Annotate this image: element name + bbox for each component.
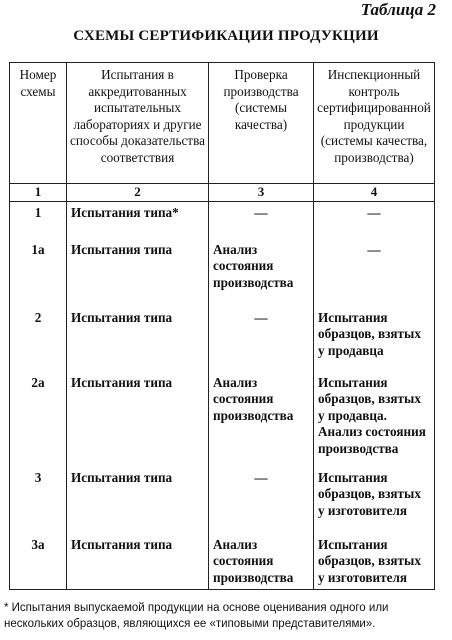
page-title: СХЕМЫ СЕРТИФИКАЦИИ ПРОДУКЦИИ bbox=[73, 28, 379, 44]
scheme-number: 3а bbox=[10, 534, 67, 590]
column-number: 4 bbox=[314, 184, 435, 202]
header-scheme-number: Номер схемы bbox=[10, 63, 67, 184]
lab-tests-cell: Испытания типа bbox=[67, 372, 209, 467]
column-number: 3 bbox=[209, 184, 314, 202]
scheme-number: 1а bbox=[10, 239, 67, 307]
table-header-row bbox=[10, 63, 435, 184]
table-caption: Таблица 2 bbox=[360, 0, 436, 19]
scheme-number: 2 bbox=[10, 307, 67, 372]
inspection-cell: Испытания образцов, взятых у изготовителя bbox=[314, 534, 435, 590]
header-production-check: Проверка производства (системы качества) bbox=[209, 63, 314, 184]
inspection-cell: — bbox=[314, 202, 435, 239]
footnote: * Испытания выпускаемой продукции на основе оценивания одного или нескольких образцов, являющихся ее «типовыми представителями». bbox=[4, 602, 389, 630]
lab-tests-cell: Испытания типа bbox=[67, 467, 209, 534]
table-row bbox=[10, 239, 435, 307]
production-cell: — bbox=[209, 202, 314, 239]
certification-schemes-table bbox=[9, 62, 435, 590]
table-row bbox=[10, 467, 435, 534]
lab-tests-cell: Испытания типа* bbox=[67, 202, 209, 239]
scheme-number: 3 bbox=[10, 467, 67, 534]
production-cell: — bbox=[209, 467, 314, 534]
production-cell: — bbox=[209, 307, 314, 372]
lab-tests-cell: Испытания типа bbox=[67, 534, 209, 590]
inspection-cell: — bbox=[314, 239, 435, 307]
table-row bbox=[10, 534, 435, 590]
column-number-row bbox=[10, 184, 435, 202]
header-lab-tests: Испытания в аккредитованных испытательных лабораториях и другие способы доказательства соответствия bbox=[67, 63, 209, 184]
inspection-cell: Испытания образцов, взятых у продавца. Анализ состояния производства bbox=[314, 372, 435, 467]
column-number: 2 bbox=[67, 184, 209, 202]
lab-tests-cell: Испытания типа bbox=[67, 239, 209, 307]
lab-tests-cell: Испытания типа bbox=[67, 307, 209, 372]
inspection-cell: Испытания образцов, взятых у изготовителя bbox=[314, 467, 435, 534]
production-cell: Анализ состояния производства bbox=[209, 239, 314, 307]
production-cell: Анализ состояния производства bbox=[209, 372, 314, 467]
scheme-number: 2а bbox=[10, 372, 67, 467]
table-row bbox=[10, 307, 435, 372]
production-cell: Анализ состояния производства bbox=[209, 534, 314, 590]
table-row bbox=[10, 372, 435, 467]
header-inspection-control: Инспекционный контроль сертифицированной продукции (системы качества, производства) bbox=[314, 63, 435, 184]
column-number: 1 bbox=[10, 184, 67, 202]
table-row bbox=[10, 202, 435, 239]
scheme-number: 1 bbox=[10, 202, 67, 239]
inspection-cell: Испытания образцов, взятых у продавца bbox=[314, 307, 435, 372]
